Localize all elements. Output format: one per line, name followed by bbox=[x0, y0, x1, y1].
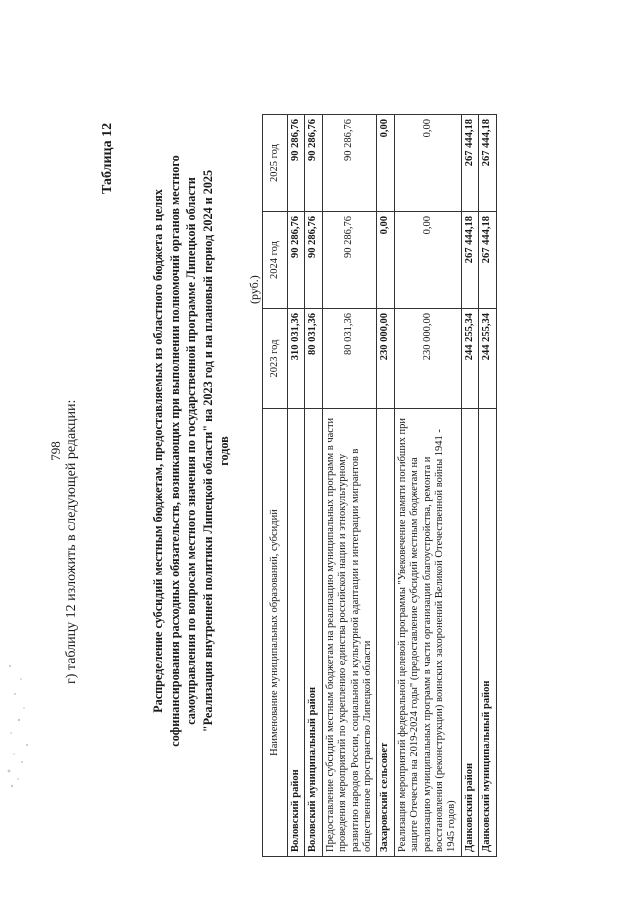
value-2023: 244 255,34 bbox=[479, 309, 496, 409]
value-2025: 90 286,76 bbox=[322, 115, 377, 212]
title-line: Распределение субсидий местным бюджетам, предоставляемых из областного бюджета в целях bbox=[151, 189, 165, 713]
subsidy-table bbox=[262, 114, 497, 857]
value-2023: 230 000,00 bbox=[394, 309, 461, 409]
row-name: Воловский район bbox=[288, 409, 305, 857]
table-row bbox=[377, 115, 394, 857]
value-2024: 267 444,18 bbox=[461, 212, 478, 309]
column-header-2025: 2025 год bbox=[263, 115, 288, 212]
value-2024: 90 286,76 bbox=[305, 212, 322, 309]
table-row bbox=[288, 115, 305, 857]
table-row bbox=[461, 115, 478, 857]
unit-label: (руб.) bbox=[247, 275, 261, 304]
table-row bbox=[305, 115, 322, 857]
value-2024: 90 286,76 bbox=[322, 212, 377, 309]
value-2024: 0,00 bbox=[394, 212, 461, 309]
row-name: Воловский муниципальный район bbox=[305, 409, 322, 857]
table-label: Таблица 12 bbox=[100, 122, 115, 194]
column-header-2024: 2024 год bbox=[263, 212, 288, 309]
value-2024: 0,00 bbox=[377, 212, 394, 309]
column-header-2023: 2023 год bbox=[263, 309, 288, 409]
value-2025: 0,00 bbox=[377, 115, 394, 212]
value-2025: 90 286,76 bbox=[305, 115, 322, 212]
value-2023: 310 031,36 bbox=[288, 309, 305, 409]
value-2024: 90 286,76 bbox=[288, 212, 305, 309]
intro-text: г) таблицу 12 изложить в следующей редакции: bbox=[64, 399, 79, 684]
title-line: софинансирования расходных обязательств, возникающих при выполнении полномочий органов местного bbox=[167, 155, 182, 747]
value-2025: 90 286,76 bbox=[288, 115, 305, 212]
row-name: Данковский муниципальный район bbox=[479, 409, 496, 857]
row-name: Реализация мероприятий федеральной целевой программы "Увековечение памяти погибших при защите Отечества на 2019-2024 годы" (предоставление субсидий местным бюджетам на реализацию муниципальных программ в части организации благоустройства, ремонта и восстановления (реконструкции) воинских захоронений Великой Отечественной войны 1941 - 1945 годов) bbox=[394, 409, 461, 857]
table-title bbox=[150, 141, 233, 761]
value-2025: 0,00 bbox=[394, 115, 461, 212]
scan-marks bbox=[0, 606, 60, 806]
table-row bbox=[479, 115, 496, 857]
page-number: 798 bbox=[48, 441, 63, 461]
value-2025: 267 444,18 bbox=[479, 115, 496, 212]
value-2025: 267 444,18 bbox=[461, 115, 478, 212]
value-2024: 267 444,18 bbox=[479, 212, 496, 309]
table-row bbox=[394, 115, 461, 857]
value-2023: 80 031,36 bbox=[305, 309, 322, 409]
table-row bbox=[322, 115, 377, 857]
table-header-row bbox=[263, 115, 288, 857]
value-2023: 80 031,36 bbox=[322, 309, 377, 409]
title-line: годов bbox=[217, 436, 231, 466]
title-line: "Реализация внутренней политики Липецкой области" на 2023 год и на плановый период 2024 и 2025 bbox=[200, 169, 215, 733]
row-name: Захаровский сельсовет bbox=[377, 409, 394, 857]
row-name: Данковский район bbox=[461, 409, 478, 857]
row-name: Предоставление субсидий местным бюджетам на реализацию муниципальных программ в части проведения мероприятий по укреплению единства российской нации и этнокультурному развитию народов России, социальной и культурной адаптации и интеграции мигрантов в общественное пространство Липецкой области bbox=[322, 409, 377, 857]
column-header-name: Наименование муниципальных образований, субсидий bbox=[263, 409, 288, 857]
value-2023: 244 255,34 bbox=[461, 309, 478, 409]
value-2023: 230 000,00 bbox=[377, 309, 394, 409]
title-line: самоуправления по вопросам местного значения по государственной программе Липецкой области bbox=[184, 177, 198, 725]
